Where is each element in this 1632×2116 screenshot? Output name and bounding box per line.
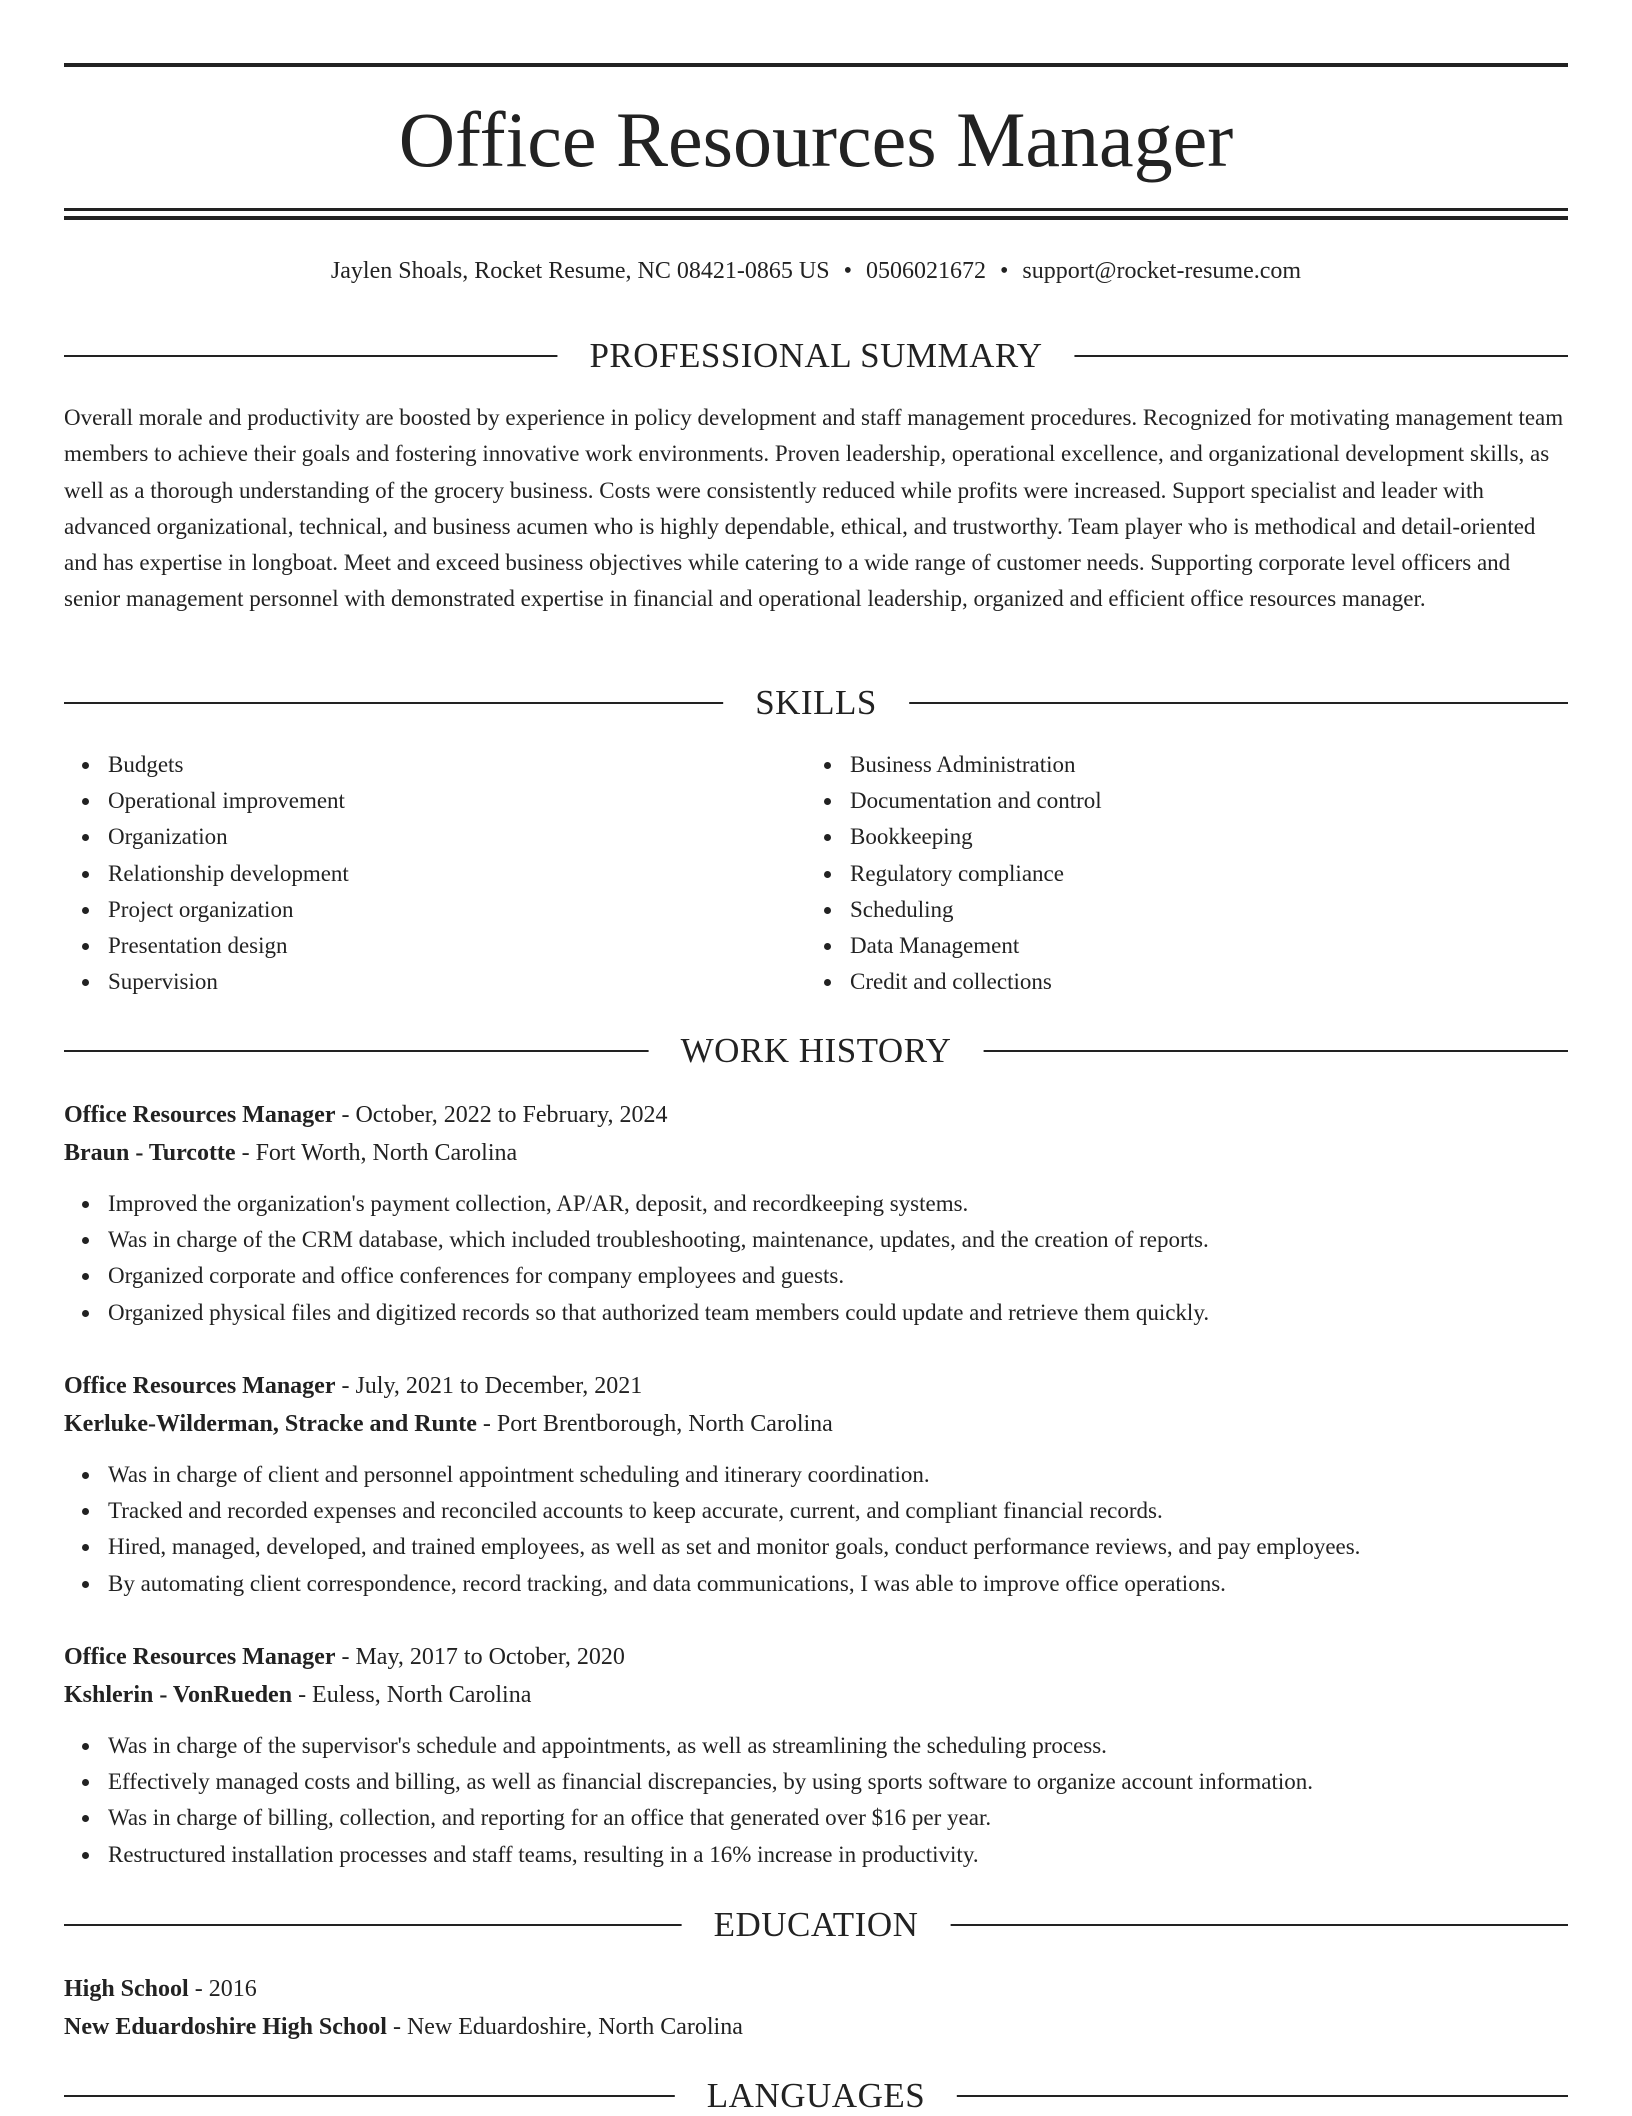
job-location: - Fort Worth, North Carolina bbox=[235, 1140, 518, 1166]
contact-phone: 0506021672 bbox=[865, 258, 986, 284]
section-title: SKILLS bbox=[723, 683, 909, 723]
job-location: - Port Brentborough, North Carolina bbox=[476, 1411, 833, 1437]
job-bullet: Was in charge of the CRM database, which included troubleshooting, maintenance, updates, and the creation of reports. bbox=[108, 1222, 1568, 1258]
skill-item: Operational improvement bbox=[108, 783, 804, 819]
skills-column-right bbox=[806, 747, 1566, 1000]
contact-address: Jaylen Shoals, Rocket Resume, NC 08421-0865 US bbox=[330, 258, 830, 284]
skill-item: Credit and collections bbox=[850, 964, 1566, 1000]
job-bullet: Was in charge of billing, collection, and reporting for an office that generated over $16 per year. bbox=[108, 1800, 1568, 1836]
summary-text: Overall morale and productivity are boosted by experience in policy development and staff management procedures. Recognized for motivating management team members to achieve their goals and fostering innovative work environments. Proven leadership, operational excellence, and organizational development skills, as well as a thorough understanding of the grocery business. Costs were consistently reduced while profits were increased. Support specialist and leader with advanced organizational, technical, and business acumen who is highly dependable, ethical, and trustworthy. Team player who is methodical and detail-oriented and has expertise in longboat. Meet and exceed business objectives while catering to a wide range of customer needs. Supporting corporate level officers and senior management personnel with demonstrated expertise in financial and operational leadership, organized and efficient office resources manager. bbox=[64, 405, 1564, 612]
job-dates: - October, 2022 to February, 2024 bbox=[335, 1102, 668, 1128]
skill-item: Scheduling bbox=[850, 892, 1566, 928]
education-entry bbox=[64, 1970, 1568, 2046]
section-heading-languages bbox=[64, 2076, 1568, 2116]
job-bullet: Restructured installation processes and staff teams, resulting in a 16% increase in productivity. bbox=[108, 1837, 1568, 1873]
job-company-line bbox=[64, 1134, 1568, 1172]
education-school: New Eduardoshire High School bbox=[64, 2014, 387, 2040]
education-year: - 2016 bbox=[188, 1976, 257, 2002]
job-company: Kerluke-Wilderman, Stracke and Runte bbox=[64, 1411, 477, 1437]
section-title: EDUCATION bbox=[682, 1905, 951, 1945]
skill-item: Data Management bbox=[850, 928, 1566, 964]
job-entry bbox=[64, 1638, 1568, 1873]
job-title: Office Resources Manager bbox=[64, 1373, 336, 1399]
section-title: PROFESSIONAL SUMMARY bbox=[557, 336, 1074, 376]
contact-separator: • bbox=[843, 258, 852, 284]
education-school-line bbox=[64, 2008, 1568, 2046]
job-company: Braun - Turcotte bbox=[64, 1140, 236, 1166]
job-bullet: By automating client correspondence, record tracking, and data communications, I was able to improve office operations. bbox=[108, 1566, 1568, 1602]
job-bullet: Was in charge of the supervisor's schedule and appointments, as well as streamlining the scheduling process. bbox=[108, 1728, 1568, 1764]
skill-item: Presentation design bbox=[108, 928, 804, 964]
job-bullet: Hired, managed, developed, and trained employees, as well as set and monitor goals, conduct performance reviews, and pay employees. bbox=[108, 1529, 1568, 1565]
skills-column-left bbox=[64, 747, 804, 1000]
job-bullet: Improved the organization's payment collection, AP/AR, deposit, and recordkeeping systems. bbox=[108, 1186, 1568, 1222]
education-degree-line bbox=[64, 1970, 1568, 2008]
job-bullet: Effectively managed costs and billing, as well as financial discrepancies, by using sports software to organize account information. bbox=[108, 1764, 1568, 1800]
contact-line bbox=[64, 255, 1568, 287]
skill-item: Documentation and control bbox=[850, 783, 1566, 819]
skill-item: Business Administration bbox=[850, 747, 1566, 783]
job-title: Office Resources Manager bbox=[64, 1644, 336, 1670]
skill-item: Budgets bbox=[108, 747, 804, 783]
job-bullet: Organized corporate and office conferences for company employees and guests. bbox=[108, 1258, 1568, 1294]
section-heading-education bbox=[64, 1905, 1568, 1945]
education-location: - New Eduardoshire, North Carolina bbox=[386, 2014, 743, 2040]
job-bullet: Organized physical files and digitized records so that authorized team members could update and retrieve them quickly. bbox=[108, 1295, 1568, 1331]
job-title: Office Resources Manager bbox=[64, 1102, 336, 1128]
top-rule bbox=[64, 63, 1568, 67]
job-location: - Euless, North Carolina bbox=[292, 1682, 532, 1708]
job-company-line bbox=[64, 1676, 1568, 1714]
section-heading-summary bbox=[64, 336, 1568, 376]
section-title: WORK HISTORY bbox=[649, 1031, 984, 1071]
skill-item: Project organization bbox=[108, 892, 804, 928]
job-bullet: Was in charge of client and personnel appointment scheduling and itinerary coordination. bbox=[108, 1457, 1568, 1493]
skill-item: Regulatory compliance bbox=[850, 856, 1566, 892]
contact-separator: • bbox=[999, 258, 1009, 284]
job-company-line bbox=[64, 1405, 1568, 1443]
job-dates: - July, 2021 to December, 2021 bbox=[335, 1373, 643, 1399]
skill-item: Bookkeeping bbox=[850, 819, 1566, 855]
skill-item: Supervision bbox=[108, 964, 804, 1000]
education-degree: High School bbox=[64, 1976, 189, 2002]
job-bullet: Tracked and recorded expenses and reconciled accounts to keep accurate, current, and compliant financial records. bbox=[108, 1493, 1568, 1529]
skill-item: Relationship development bbox=[108, 856, 804, 892]
job-entry bbox=[64, 1096, 1568, 1331]
job-title-line bbox=[64, 1096, 1568, 1134]
section-title: LANGUAGES bbox=[675, 2076, 957, 2116]
job-entry bbox=[64, 1367, 1568, 1602]
section-heading-skills bbox=[64, 683, 1568, 723]
job-company: Kshlerin - VonRueden bbox=[64, 1682, 293, 1708]
skill-item: Organization bbox=[108, 819, 804, 855]
job-title-line bbox=[64, 1638, 1568, 1676]
title-double-rule bbox=[64, 208, 1568, 220]
section-heading-work-history bbox=[64, 1031, 1568, 1071]
job-title-line bbox=[64, 1367, 1568, 1405]
page-title: Office Resources Manager bbox=[398, 96, 1234, 183]
job-dates: - May, 2017 to October, 2020 bbox=[335, 1644, 625, 1670]
contact-email: support@rocket-resume.com bbox=[1022, 258, 1302, 284]
